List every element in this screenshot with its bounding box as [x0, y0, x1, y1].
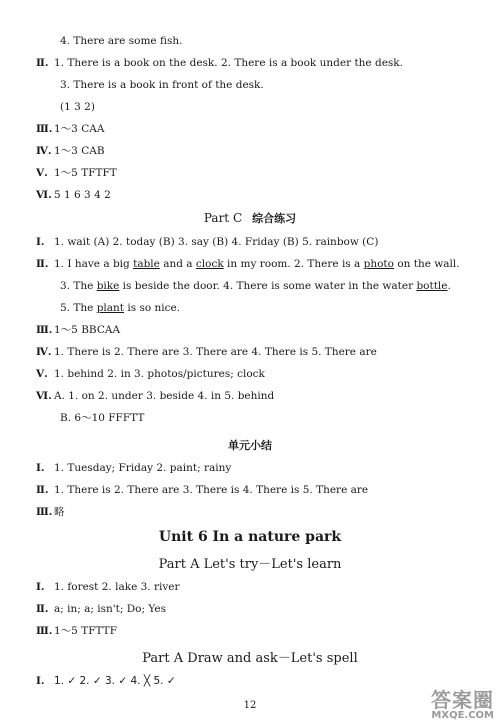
- answer-line: Ⅱ. 1. There is 2. There are 3. There is 4. There is 5. There are: [36, 484, 369, 496]
- answer-line: Ⅵ. A. 1. on 2. under 3. beside 4. in 5. behind: [36, 390, 275, 402]
- answer-line: 4. There are some fish.: [60, 35, 183, 47]
- section-heading-part-a-learn: Part A Let's try－Let's learn: [158, 557, 342, 572]
- answer-line: Ⅲ. 1～3 CAA: [36, 123, 105, 135]
- answer-line: Ⅴ. 1～5 TFTFT: [36, 167, 117, 179]
- answer-line: 5. The plant is so nice.: [60, 302, 181, 314]
- answer-line: Ⅳ. 1～3 CAB: [36, 145, 105, 157]
- answer-line: Ⅰ. 1. Tuesday; Friday 2. paint; rainy: [36, 462, 232, 474]
- answer-line: Ⅳ. 1. There is 2. There are 3. There are 4. There is 5. There are: [36, 346, 377, 358]
- answer-line: 3. The bike is beside the door. 4. There is some water in the water bottle.: [60, 280, 451, 292]
- answer-line: Ⅱ. 1. I have a big table and a clock in my room. 2. There is a photo on the wall.: [36, 258, 460, 270]
- answer-line: Ⅰ. 1. wait (A) 2. today (B) 3. say (B) 4. Friday (B) 5. rainbow (C): [36, 236, 379, 248]
- answer-line: 3. There is a book in front of the desk.: [60, 79, 264, 91]
- answer-line: Ⅲ. 略: [36, 506, 65, 518]
- answer-line: Ⅱ. a; in; a; isn't; Do; Yes: [36, 603, 166, 615]
- answer-line: Ⅰ. 1. ✓ 2. ✓ 3. ✓ 4. ╳ 5. ✓: [36, 675, 176, 687]
- answer-line: Ⅴ. 1. behind 2. in 3. photos/pictures; clock: [36, 368, 265, 380]
- answer-line: Ⅲ. 1～5 TFTTF: [36, 625, 117, 637]
- answer-line: B. 6～10 FFFTT: [60, 412, 145, 424]
- answer-line: (1 3 2): [60, 101, 95, 113]
- answer-line: Ⅰ. 1. forest 2. lake 3. river: [36, 581, 180, 593]
- watermark-logo: 答案圈 MXQE.COM: [431, 688, 494, 721]
- answer-line: Ⅲ. 1～5 BBCAA: [36, 324, 121, 336]
- page-number: 12: [243, 700, 257, 711]
- section-heading-part-a-spell: Part A Draw and ask－Let's spell: [142, 651, 358, 666]
- answer-line: Ⅵ. 5 1 6 3 4 2: [36, 189, 111, 201]
- answer-line: Ⅱ. 1. There is a book on the desk. 2. There is a book under the desk.: [36, 57, 403, 69]
- unit-title: Unit 6 In a nature park: [158, 529, 342, 545]
- section-heading-summary: 单元小结: [228, 439, 272, 452]
- section-heading-part-c: Part C 综合练习: [203, 211, 297, 225]
